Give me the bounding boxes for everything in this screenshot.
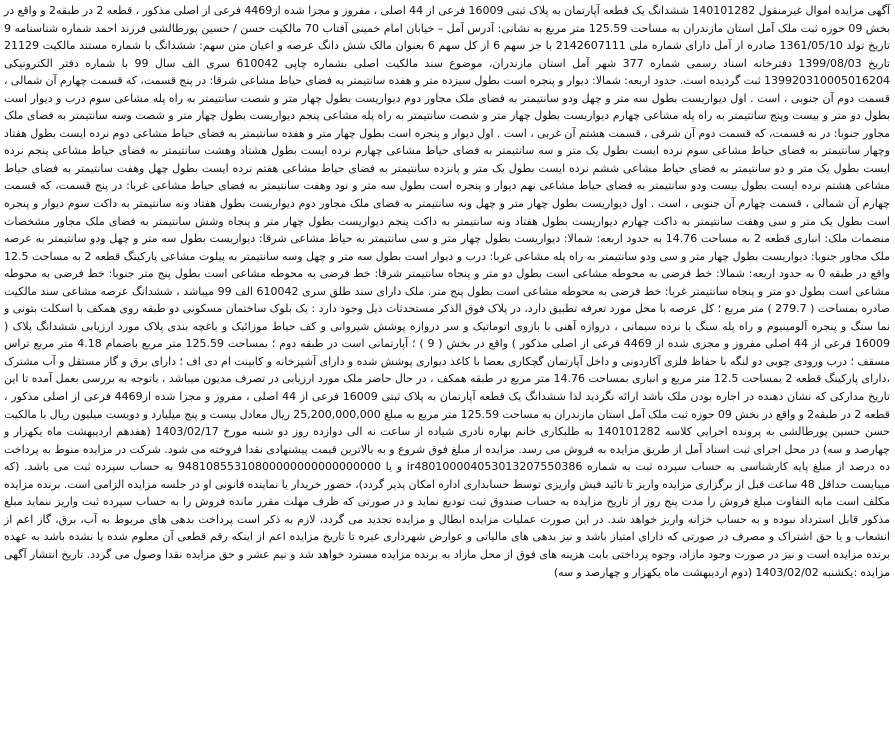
auction-notice-text: آگهی مزایده اموال غیرمنقول 140101282 ششدانگ یک قطعه آپارتمان به پلاک ثبتی 16009 فرعی از 44 اصلی ، مفروز و مجزا شده از4469 فرعی از اصلی مذکور ، قطعه 2 در طبقه2 و واقع در بخش 09 حوزه ثبت ملک آمل استان مازندران به مساحت 125.59 متر مربع به نشانی: آدرس آمل – خیابان امام خمینی آفتاب 70 مالکیت حسن / حسین پورطالشی فرزند احمد شماره شناسنامه 9 تاریخ تولد 1361/05/10 صادره از آمل دارای شماره ملی 2142607111 با جز سهم 6 از کل سهم 6 بعنوان مالک شش دانگ عرصه و اعیان متن سهم: ششدانگ با شماره مستند مالکیت 21129 تاریخ 1399/08/03 دفترخانه اسناد رسمی شماره 377 شهر آمل استان مازندران، موضوع سند مالکیت اصلی بشماره چاپی 610042 سری الف سال 99 با شماره دفتر الکترونیکی 139920310005016204 ثبت گردیده است. حدود اربعه: شمالا: دیوار و پنجره است بطول سیزده متر و هفده سانتیمتر به فضای حیاط مشاعی شرقا: در پنج قسمت، که قسمت چهارم آن شمالی ، قسمت دوم آن جنوبی ، است . اول دیواریست بطول سه متر و چهل ودو سانتیمتر به فضای ملک مجاور دوم دیواریست بطول چهار متر و شصت سانتیمتر به راه پله مشاعی سوم درب و دیوار است بطول دو متر و بیست وپنج سانتیمتر به راه پله مشاعی چهارم دیواریست بطول چهار متر و شصت سانتیمتر به راه پله مشاعی پنجم دیواریست بطول چهار متر و شصت وسه سانتیمتر به فضای ملک مجاور جنوبا: در نه قسمت، که قسمت دوم آن شرقی ، قسمت هشتم آن غربی ، است . اول دیوار و پنجره است بطول چهار متر و هفده سانتیمتر به فضای حیاط مشاعی دوم نرده ایست بطول هفتاد وچهار سانتیمتر به فضای حیاط مشاعی سوم نرده ایست بطول یک متر و سه سانتیمتر به فضای حیاط مشاعی چهارم نرده ایست بطول هشتاد وهشت سانتیمتر به فضای حیاط مشاعی پنجم نرده ایست بطول یک متر و دو سانتیمتر به فضای حیاط مشاعی ششم نرده ایست بطول یک متر و پانزده سانتیمتر به فضای حیاط مشاعی هفتم نرده ایست بطول چهل وهفت سانتیمتر به فضای حیاط مشاعی هشتم نرده ایست بطول بیست ودو سانتیمتر به فضای حیاط مشاعی نهم دیوار و پنجره است بطول سه متر و نود وهفت سانتیمتر به فضای حیاط مشاعی غربا: در پنج قسمت، که قسمت چهارم آن شمالی ، قسمت چهارم آن جنوبی ، است . اول دیواریست بطول چهار متر و چهل ونه سانتیمتر به فضای ملک مجاور دوم دیواریست بطول هفتاد ونه سانتیمتر به داکت سوم دیوار و پنجره است بطول یک متر و سی وهفت سانتیمتر به داکت چهارم دیواریست بطول هفتاد ونه سانتیمتر به داکت پنجم دیواریست بطول چهار متر و پنجاه وشش سانتیمتر به فضای ملک مجاور مشخصات منضمات ملک: انباری قطعه 2 به مساحت 14.76 به حدود اربعه: شمالا: دیواریست بطول چهار متر و سی سانتیمتر به حیاط مشاعی شرقا: دیواریست بطول سه متر و چهل ودو سانتیمتر به عرصه ملک مجاور جنوبا: دیواریست بطول چهار متر و سی ودو سانتیمتر به راه پله مشاعی غربا: درب و دیوار است بطول سه متر و چهل وسه سانتیمتر به پیلوت مشاعی پارکینگ قطعه 2 به مساحت 12.5 واقع در طبقه 0 به حدود اربعه: شمالا: خط فرضی به محوطه مشاعی است بطول دو متر و پنجاه سانتیمتر شرقا: خط فرضی به محوطه مشاعی است بطول پنج متر جنوبا: خط فرضی به محوطه مشاعی است بطول دو متر و پنجاه سانتیمتر غربا: خط فرضی به محوطه مشاعی است بطول پنج متر. ملک دارای سند طلق سری 610042 الف 99 میباشد ، ششدانگ عرصه مشاعی سند مالکیت صادره بمساحت ( 279.7 ) متر مربع ؛ کل عرصه با محل مورد تعرفه تطبیق دارد، در پلاک فوق الذکر مستحدثات ذیل وجود دارد : یک بلوک ساختمان مسکونی دو طبقه روی همکف با اسکلت بتونی و نما سنگ و پنجره آلومینیوم و راه پله سنگ با نرده سیمانی ، دروازه آهنی با بازوی اتوماتیک و سر دروازه پوشش شیروانی و کف حیاط موزائیک و باغچه بندی پلاک مورد ارزیابی ششدانگ پلاک ( 16009 فرعی از 44 اصلی مفروز و مجزی شده از 4469 فرعی از اصلی مذکور ) واقع در بخش ( 9 ) ؛ آپارتمانی است در طبقه دوم ؛ بمساحت 125.59 متر مربع باضمام 4.18 متر مربع تراس مسقف ؛ درب ورودی چوبی دو لنگه با حفاظ فلزی آکاردونی و داخل آپارتمان گچکاری بعضا با کاغذ دیواری پوشش شده و دارای آشپزخانه و کابینت ام دی اف ؛ دارای برق و گاز مستقل و آب مشترک ،دارای پارکینگ قطعه 2 بمساحت 12.5 متر مربع و انباری بمساحت 14.76 متر مربع در طبقه همکف ، در حال حاضر ملک مورد ارزیابی در تصرف مدیون میباشد ، باتوجه به بررسی بعمل آمده تا این تاریخ مدارکی که نشان دهنده در اجاره بودن ملک باشد ارائه نگردید لذا ششدانگ یک قطعه آپارتمان به پلاک ثبتی 16009 فرعی از 44 اصلی ، مفروز و مجزا شده از4469 فرعی از اصلی مذکور ، قطعه 2 در طبقه2 و واقع در بخش 09 حوزه ثبت ملک آمل استان مازندران به مساحت 125.59 متر مربع به مبلغ 25,200,000,000 ریال معادل بیست و پنج میلیارد و دویست میلیون ریال با مالکیت حسن حسین پورطالشی به پرونده اجرایی کلاسه 140101282 به طلبکاری خانم بهاره نادری شیاده از ساعت نه الی دوازده روز دو شنبه مورخ 1403/02/17 (هفدهم اردیبهشت ماه یکهزار و چهارصد و سه) در محل اجرای ثبت اسناد آمل از طریق مزایده به فروش می رسد. مزایده از مبلغ فوق شروع و به بالاترین قیمت پیشنهادی نقدا فروخته می شود. شرکت در مزایده منوط به پرداخت ده درصد از مبلغ پایه کارشناسی به حساب سپرده ثبت به شماره ir480100004053013207550386 و یا 94810855310800000000000000000 به حساب سپرده ثبت می باشد. (که میبایست حداقل 48 ساعت قبل از برگزاری مزایده واریز تا تائید فیش واریزی توسط حسابداری اداره امکان پذیر گردد)، حضور خریدار یا نماینده قانونی او در جلسه مزایده الزامی است. برنده مزایده مکلف است مابه التفاوت مبلغ فروش را مدت پنج روز از تاریخ مزایده به حساب صندوق ثبت تودیع نماید و در صورتی که ظرف مهلت مقرر مانده فروش را به حساب سپرده ثبت واریز ننماید مبلغ مذکور قابل استرداد نبوده و به حساب خزانه واریز خواهد شد. در این صورت عملیات مزایده ابطال و مزایده تجدید می گردد، لازم به ذکر است پرداخت بدهی های مربوط به آب، برق، گاز اعم از انشعاب و یا حق اشتراک و مصرف در صورتی که دارای امتیاز باشد و نیز بدهی های مالیاتی و عوارض شهرداری غیره تا تاریخ مزایده اعم از اینکه رقم قطعی آن معلوم شده یا نشده باشد به عهده برنده مزایده است و نیز در صورت وجود مازاد، وجوه پرداختی بابت هزینه های فوق از محل مازاد به برنده مزایده مسترد خواهد شد و نیم عشر و حق مزایده نقدا وصول می گردد. تاریخ انتشار آگهی مزایده :یکشنبه 1403/02/02 (دوم اردیبهشت ماه یکهزار و چهارصد و سه) bbox=[4, 4, 891, 579]
